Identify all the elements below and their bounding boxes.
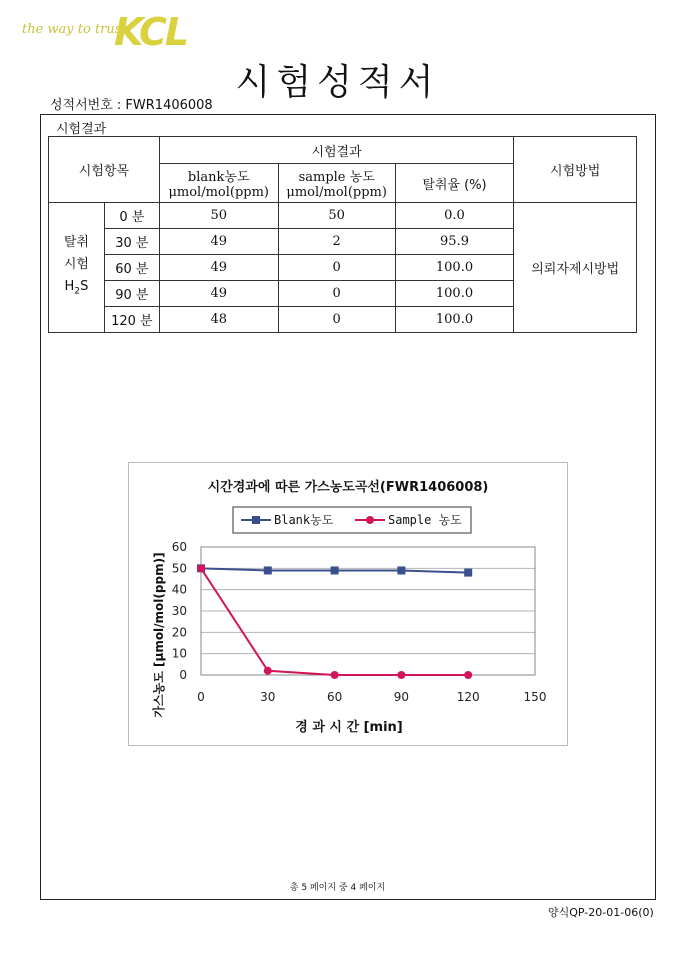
x-tick-label: 30	[260, 690, 276, 704]
data-point	[464, 671, 472, 679]
page-count: 총 5 페이지 중 4 페이지	[289, 883, 386, 893]
document-title: 시험성적서	[235, 62, 440, 103]
chart-svg	[129, 463, 567, 745]
legend-sample-marker	[366, 516, 374, 524]
blank-cell: 49	[159, 229, 278, 255]
group-label	[49, 203, 105, 333]
data-point	[264, 566, 272, 574]
time-cell: 120 분	[104, 307, 159, 333]
rate-cell: 0.0	[395, 203, 514, 229]
x-tick-label: 120	[456, 690, 480, 704]
group-label-line-3	[49, 276, 104, 303]
time-cell: 90 분	[104, 281, 159, 307]
y-tick-label: 30	[171, 604, 187, 618]
data-point	[264, 667, 272, 675]
series-line	[201, 568, 468, 675]
group-label-line-2: 시험	[63, 257, 89, 273]
method-cell: 의뢰자제시방법	[514, 203, 637, 333]
logo-mark: KCL	[114, 10, 188, 54]
group-label-line-1: 탈취	[63, 235, 89, 251]
legend-blank-label: Blank농도	[274, 513, 334, 527]
y-tick-label: 0	[179, 668, 187, 682]
plot-area	[172, 540, 547, 704]
legend-blank-marker	[252, 516, 260, 524]
rate-cell: 100.0	[395, 307, 514, 333]
time-cell: 0 분	[104, 203, 159, 229]
blank-cell: 49	[159, 281, 278, 307]
x-tick-label: 90	[393, 690, 410, 704]
result-header: 시험결과	[159, 137, 514, 164]
h2s-s: S	[80, 279, 89, 295]
logo-tagline: the way to trust	[22, 22, 127, 37]
sample-cell: 2	[278, 229, 395, 255]
chart-title: 시간경과에 따른 가스농도곡선(FWR1406008)	[207, 480, 489, 495]
data-point	[397, 671, 405, 679]
blank-header-unit: μmol/mol(ppm)	[168, 185, 270, 200]
x-axis-label: 경 과 시 간 [min]	[295, 720, 403, 735]
y-axis-label: 가스농도 [μmol/mol(ppm)]	[152, 552, 166, 718]
data-point	[397, 566, 405, 574]
blank-cell: 50	[159, 203, 278, 229]
y-tick-label: 50	[171, 561, 187, 576]
h2s-h: H	[64, 279, 75, 295]
form-code: 양식QP-20-01-06(0)	[548, 906, 654, 919]
blank-header	[159, 164, 278, 203]
legend-sample-label: Sample 농도	[388, 513, 462, 527]
data-point	[331, 566, 339, 574]
sample-cell: 0	[278, 281, 395, 307]
sample-cell: 50	[278, 203, 395, 229]
time-cell: 30 분	[104, 229, 159, 255]
h2s-sub: 2	[74, 286, 81, 297]
y-tick-label: 40	[171, 582, 187, 597]
data-point	[331, 671, 339, 679]
time-cell: 60 분	[104, 255, 159, 281]
sample-header-unit: μmol/mol(ppm)	[286, 185, 387, 200]
y-tick-label: 20	[171, 625, 187, 640]
x-tick-label: 0	[197, 690, 205, 704]
table-row	[49, 203, 637, 229]
y-tick-label: 60	[171, 540, 187, 554]
gas-concentration-chart	[128, 462, 568, 746]
y-tick-label: 10	[171, 646, 187, 661]
sample-header	[278, 164, 395, 203]
sample-cell: 0	[278, 255, 395, 281]
result-table	[48, 136, 637, 333]
data-point	[197, 564, 205, 572]
item-header: 시험항목	[49, 137, 160, 203]
report-number: 성적서번호 : FWR1406008	[50, 98, 213, 113]
rate-header: 탈취율 (%)	[395, 164, 514, 203]
rate-cell: 100.0	[395, 281, 514, 307]
rate-cell: 100.0	[395, 255, 514, 281]
method-header: 시험방법	[514, 137, 637, 203]
blank-cell: 48	[159, 307, 278, 333]
sample-cell: 0	[278, 307, 395, 333]
rate-cell: 95.9	[395, 229, 514, 255]
blank-header-label: blank농도	[187, 170, 250, 185]
blank-cell: 49	[159, 255, 278, 281]
section-label: 시험결과	[56, 122, 107, 137]
x-tick-label: 150	[523, 690, 547, 704]
chart-legend	[233, 507, 471, 533]
data-point	[464, 569, 472, 577]
x-tick-label: 60	[326, 690, 343, 704]
sample-header-label: sample 농도	[298, 170, 375, 185]
